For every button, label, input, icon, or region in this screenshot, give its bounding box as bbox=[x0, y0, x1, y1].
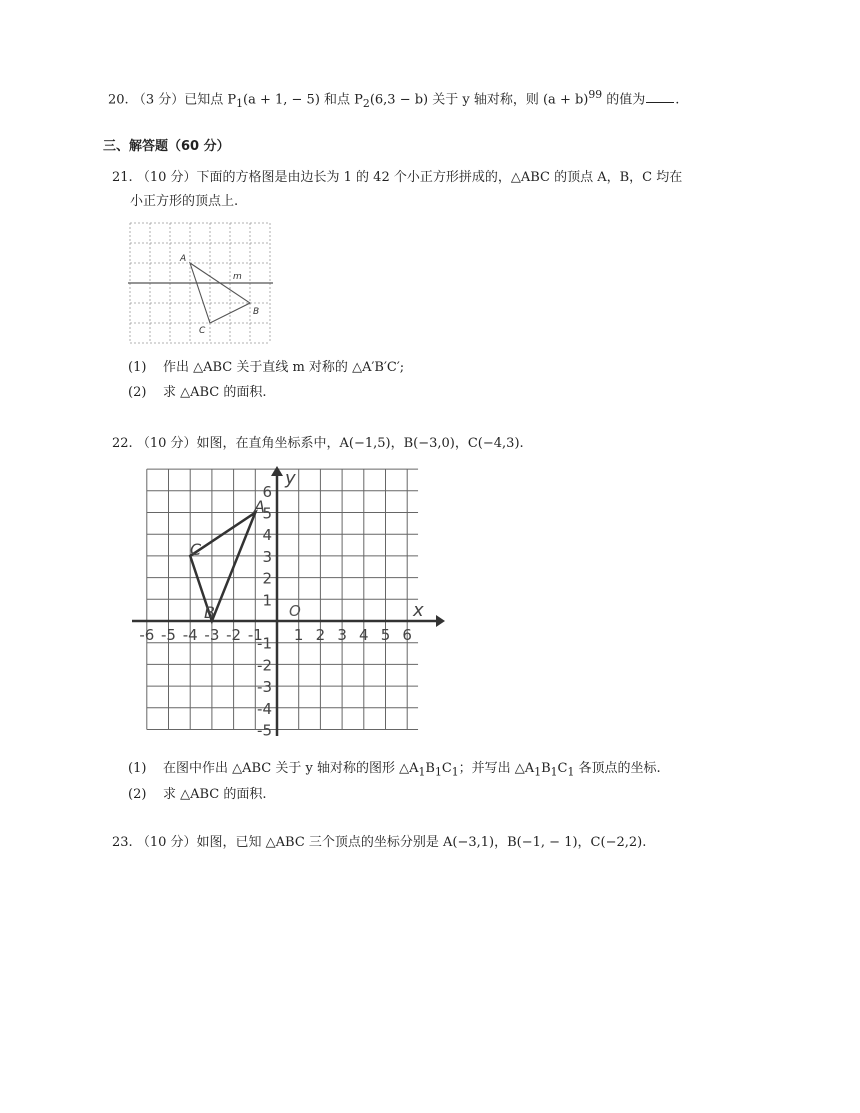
q21-text-1: （10 分）下面的方格图是由边长为 1 的 42 个小正方形拼成的，△ABC 的顶点 A，B，C 均在 bbox=[136, 170, 683, 185]
y-tick-label: -2 bbox=[257, 656, 272, 675]
q22-x-arrow bbox=[436, 615, 445, 627]
x-tick-label: 4 bbox=[359, 626, 369, 644]
q22-x-label: x bbox=[413, 600, 424, 621]
y-tick-label: -1 bbox=[257, 634, 272, 653]
x-tick-label: 3 bbox=[337, 626, 347, 644]
q22-coordinate-figure bbox=[130, 464, 445, 742]
section-title: 三、解答题（60 分） bbox=[103, 139, 230, 154]
q22-item-1-text-c: 各顶点的坐标. bbox=[574, 761, 661, 776]
q21-label-c: C bbox=[199, 326, 206, 336]
q23-number: 23. bbox=[112, 835, 133, 850]
q20-text-a: （3 分）已知点 P bbox=[132, 92, 237, 108]
q22-grid bbox=[147, 469, 418, 729]
q22-label-c: C bbox=[190, 540, 202, 559]
q21-item-2-number: (2) bbox=[128, 385, 147, 400]
q22-item-1: (1) 在图中作出 △ABC 关于 y 轴对称的图形 $\triangle A_1B_1C_1$；并写出 $\triangle A_1B_1C_1$ 各顶点的坐标. bbox=[128, 761, 661, 779]
q22-item-2 bbox=[128, 786, 266, 804]
q21-item-1-number: (1) bbox=[128, 360, 147, 375]
q21-number: 21. bbox=[112, 170, 133, 185]
x-tick-label: 5 bbox=[380, 626, 391, 644]
q20-sup: 99 bbox=[588, 88, 603, 101]
q20-answer-blank[interactable] bbox=[646, 90, 674, 103]
q21-item-1-text: 作出 △ABC 关于直线 m 对称的 △A′B′C′; bbox=[162, 360, 405, 375]
x-tick-label: -6 bbox=[139, 626, 155, 644]
q20-sub1: 1 bbox=[236, 96, 244, 110]
q21-line2: 小正方形的顶点上. bbox=[130, 194, 239, 209]
q22-x-ticks bbox=[139, 626, 412, 644]
y-tick-label: 1 bbox=[262, 591, 272, 610]
q20-end: . bbox=[675, 92, 680, 108]
x-tick-label: -4 bbox=[182, 626, 198, 644]
q20-text-d: 的值为 bbox=[602, 92, 646, 108]
q22-triangle bbox=[190, 513, 255, 622]
q22-line bbox=[112, 435, 524, 453]
q22-item-2-text: 求 △ABC 的面积. bbox=[162, 787, 267, 802]
x-tick-label: 1 bbox=[293, 626, 304, 644]
q22-item-1-number: (1) bbox=[128, 761, 147, 776]
q22-item-1-text-b: ；并写出 △A bbox=[458, 761, 535, 776]
q23-line bbox=[112, 834, 646, 852]
q21-grid-figure bbox=[125, 221, 273, 347]
y-tick-label: 5 bbox=[262, 504, 272, 523]
q23-text: （10 分）如图，已知 △ABC 三个顶点的坐标分别是 A(−3,1)，B(−1, − 1)，C(−2,2). bbox=[136, 835, 647, 850]
y-tick-label: 2 bbox=[262, 569, 272, 588]
x-tick-label: 2 bbox=[315, 626, 326, 644]
y-tick-label: -4 bbox=[257, 699, 272, 718]
q22-number: 22. bbox=[112, 436, 133, 451]
q22-text: （10 分）如图，在直角坐标系中，A(−1,5)，B(−3,0)，C(−4,3). bbox=[136, 436, 524, 451]
q21-item-1 bbox=[128, 359, 404, 377]
y-tick-label: 6 bbox=[262, 482, 272, 501]
y-tick-label: 3 bbox=[262, 547, 272, 566]
y-tick-label: -3 bbox=[257, 678, 272, 697]
y-tick-label: -5 bbox=[257, 721, 272, 740]
q22-y-ticks bbox=[257, 483, 272, 740]
q21-label-a: A bbox=[180, 254, 187, 264]
q22-y-label: y bbox=[285, 468, 296, 489]
q22-item-1-text-a: 在图中作出 △ABC 关于 y 轴对称的图形 △A bbox=[162, 761, 419, 776]
q22-label-b: B bbox=[204, 603, 215, 622]
q22-origin-label: O bbox=[289, 602, 301, 620]
x-tick-label: -1 bbox=[247, 626, 263, 644]
q21-item-2 bbox=[128, 384, 266, 402]
x-tick-label: -2 bbox=[226, 626, 242, 644]
x-tick-label: -3 bbox=[204, 626, 220, 644]
q20-line bbox=[108, 86, 679, 113]
q21-line1 bbox=[112, 169, 682, 187]
x-tick-label: 6 bbox=[402, 626, 412, 644]
q20-number: 20. bbox=[108, 92, 129, 108]
q20-text-b: (a + 1, − 5) 和点 P bbox=[243, 92, 363, 108]
q22-item-2-number: (2) bbox=[128, 787, 147, 802]
q21-label-b: B bbox=[253, 307, 260, 317]
x-tick-label: -5 bbox=[161, 626, 176, 644]
q21-label-m: m bbox=[233, 272, 242, 282]
q22-y-arrow bbox=[271, 466, 283, 476]
y-tick-label: 4 bbox=[262, 526, 272, 545]
q22-label-a: A bbox=[254, 497, 265, 516]
q20-text-c: (6,3 − b) 关于 y 轴对称，则 (a + b) bbox=[369, 92, 589, 108]
q21-item-2-text: 求 △ABC 的面积. bbox=[162, 385, 267, 400]
q20-sub2: 2 bbox=[362, 96, 370, 110]
